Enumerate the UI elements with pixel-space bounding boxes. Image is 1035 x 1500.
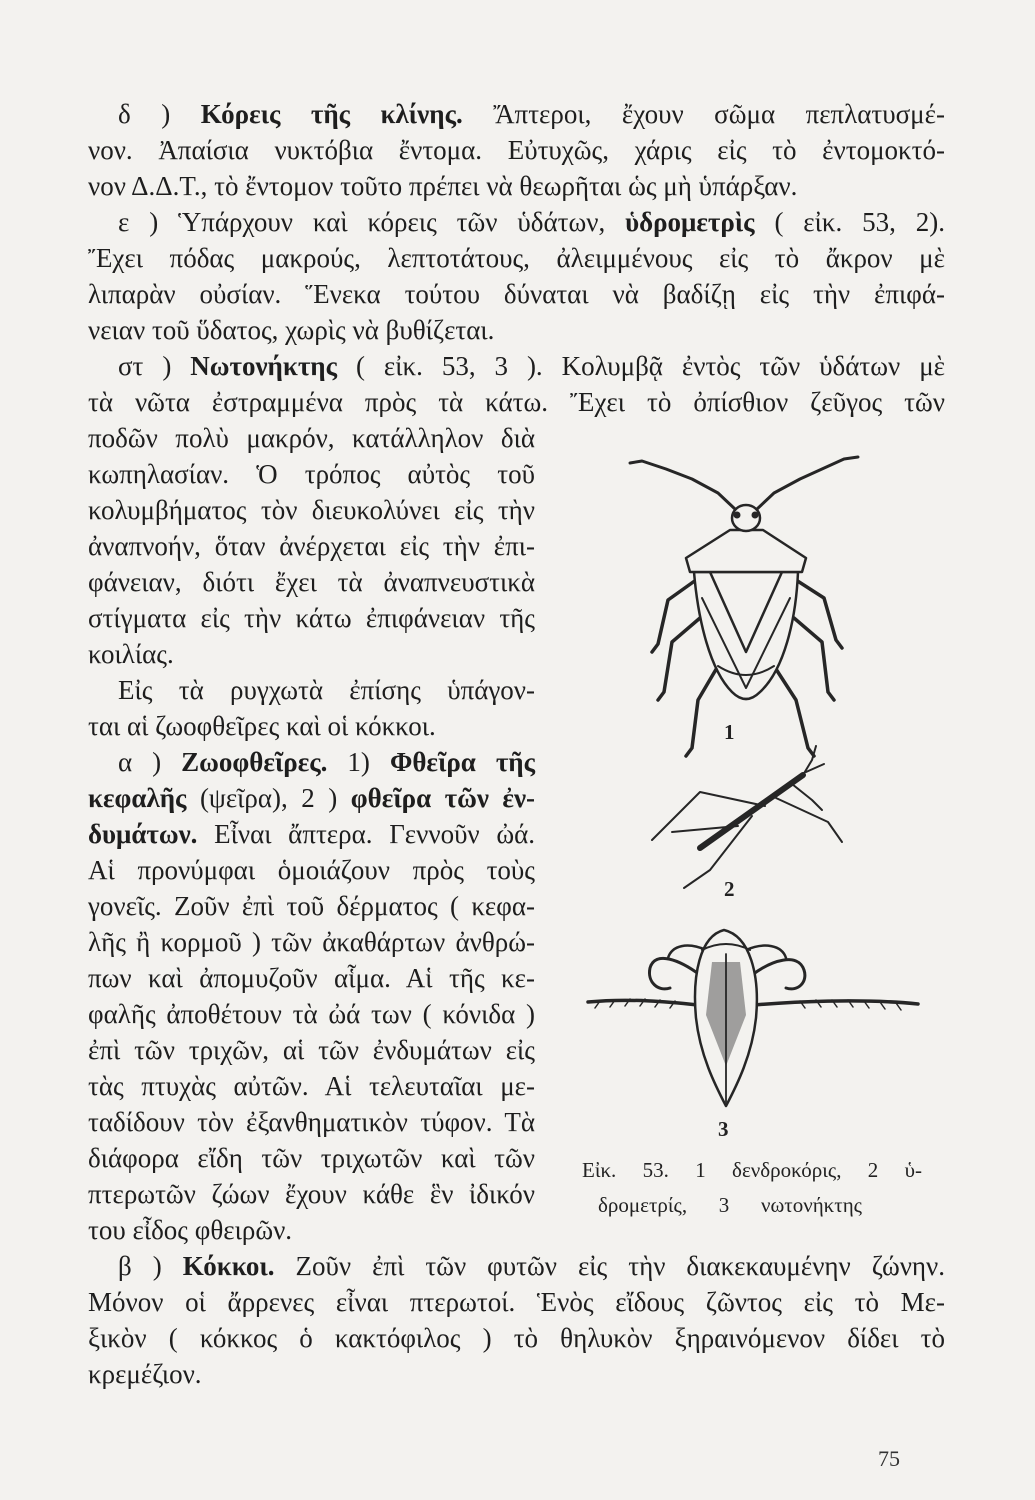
bold-term: δυμάτων. [88,819,198,849]
text-line [88,852,535,888]
text-line [88,1032,535,1068]
text-line [88,1248,945,1284]
backswimmer-middle-left-leg [650,958,700,989]
line-text: λῆς ἢ κορμοῦ ) τῶν ἀκαθάρτων ἀνθρώ- [88,927,535,957]
line-text: κωπηλασίαν. Ὁ τρόπος αὐτὸς τοῦ [88,459,535,489]
text-line [88,888,535,924]
text-line [88,1176,535,1212]
text-line [88,1212,535,1248]
line-text: Ἄπτεροι, ἔχουν σῶμα πεπλατυσμέ- [493,99,945,129]
bold-term: φθεῖρα τῶν ἐν- [350,783,535,813]
strider-hind-left-leg [684,816,752,888]
section-marker: α ) [118,747,162,777]
section-marker: ε ) [118,207,159,237]
text-line [88,276,945,312]
line-text: (ψεῖρα), 2 ) [199,783,338,813]
line-text: νον. Ἀπαίσια νυκτόβια ἔντομα. Εὐτυχῶς, χάρις εἰς τὸ ἐντομοκτό- [88,135,945,165]
line-text: Ἔχει πόδας μακρούς, λεπτοτάτους, ἀλειμμένους εἰς τὸ ἄκρον μὲ [88,243,945,273]
text-line [88,384,945,420]
line-text: κολυμβήματος τὸν διευκολύνει εἰς τὴν [88,495,535,525]
line-text: ξικὸν ( κόκκος ὁ κακτόφιλος ) τὸ θηλυκὸν ξηραινόμενον δίδει τὸ [88,1323,945,1353]
text-line [88,708,535,744]
line-text: ἐπὶ τῶν τριχῶν, αἱ τῶν ἐνδυμάτων εἰς [88,1035,535,1065]
line-text: ( εἰκ. 53, 3 ). Κολυμβᾷ ἐντὸς τῶν ὑδάτων μὲ [355,351,946,381]
text-line [88,960,535,996]
line-text: λιπαρὰν οὐσίαν. Ἕνεκα τούτου δύναται νὰ βαδίζῃ εἰς τὴν ἐπιφά- [88,279,945,309]
line-text: νον Δ.Δ.Τ., τὸ ἔντομον τοῦτο πρέπει νὰ θεωρῆται ὡς μὴ ὑπάρξαν. [88,171,798,201]
line-text: ται αἱ ζωοφθεῖρες καὶ οἱ κόκκοι. [88,711,436,741]
line-text: κρεμέζιον. [88,1359,202,1389]
line-text: ποδῶν πολὺ μακρόν, κατάλληλον διὰ [88,423,535,453]
line-text: Μόνον οἱ ἄρρενες εἶναι πτερωτοί. Ἑνὸς εἴδους ζῶντος εἰς τὸ Με- [88,1287,945,1317]
text-line [88,1104,535,1140]
figure-53-illustration [560,430,980,1150]
line-text: στίγματα εἰς τὴν κάτω ἐπιφάνειαν τῆς [88,603,535,633]
strider-right-leg [776,798,842,842]
text-line [88,564,535,600]
figure-label-2: 2 [724,877,735,901]
figure-reference: ( εἰκ. 53, 2). [774,207,945,237]
bold-term: Φθεῖρα τῆς [389,747,536,777]
text-line [88,204,945,240]
section-marker: β ) [118,1251,162,1281]
backswimmer-middle-right-leg [752,960,805,989]
figure-caption-line-1: Εἰκ. 53. 1 δενδροκόρις, 2 ὑ- [582,1158,922,1182]
line-text: ταδίδουν τὸν ἐξανθηματικὸν τύφον. Τὰ [88,1107,535,1137]
strider-body [700,775,803,848]
text-line [88,528,535,564]
line-text: Ζοῦν ἐπὶ τῶν φυτῶν εἰς τὴν διακεκαυμένην ζώνην. [295,1251,945,1281]
text-line [88,1320,945,1356]
line-text: Ὑπάρχουν καὶ κόρεις τῶν ὑδάτων, [178,207,606,237]
bug1-left-antenna [630,461,736,510]
section-marker: στ ) [118,351,172,381]
text-line [88,312,945,348]
text-line [88,1284,945,1320]
line-text: φάνειαν, διότι ἔχει τὰ ἀναπνευστικὰ [88,567,535,597]
text-line [88,168,945,204]
line-text: Εἶναι ἄπτερα. Γεννοῦν ὠά. [214,819,536,849]
section-marker: δ ) [118,99,171,129]
bug1-middle-left-leg [658,618,700,700]
bug1-hind-right-leg [774,666,814,756]
figure-1-tree-bug [630,457,858,756]
text-line [88,780,535,816]
text-line [88,1140,535,1176]
line-text: διάφορα εἴδη τῶν τριχωτῶν καὶ τῶν [88,1143,535,1173]
bug1-middle-right-leg [794,618,834,700]
bug1-right-eye [752,512,759,519]
line-text: γονεῖς. Ζοῦν ἐπὶ τοῦ δέρματος ( κεφα- [88,891,535,921]
text-line [88,636,535,672]
text-line [88,96,945,132]
bug1-hind-left-leg [686,666,718,756]
text-line [88,816,535,852]
section-heading: Κόκκοι. [182,1251,275,1281]
figure-3-backswimmer [588,930,918,1106]
section-heading: Ζωοφθεῖρες. [181,747,328,777]
line-text: τὰ νῶτα ἐστραμμένα πρὸς τὰ κάτω. Ἔχει τὸ ὀπίσθιον ζεῦγος τῶν [88,387,945,417]
text-line [88,996,535,1032]
text-line [88,672,535,708]
text-line [88,420,535,456]
figure-label-3: 3 [718,1117,729,1141]
bold-term: Νωτονήκτης [190,351,338,381]
line-text: νειαν τοῦ ὕδατος, χωρὶς νὰ βυθίζεται. [88,315,495,345]
bold-term: ὑδρομετρὶς [625,207,755,237]
text-line [88,1356,945,1392]
line-text: πων καὶ ἀπομυζοῦν αἷμα. Αἱ τῆς κε- [88,963,535,993]
text-line [88,600,535,636]
strider-front-leg [792,784,822,810]
section-heading: Κόρεις τῆς κλίνης. [200,99,463,129]
line-text: κοιλίας. [88,639,174,669]
figure-2-water-strider [652,746,842,888]
bold-term: κεφαλῆς [88,783,187,813]
backswimmer-front-right-leg [746,946,786,958]
line-text: πτερωτῶν ζώων ἔχουν κάθε ἓν ἰδικόν [88,1179,535,1209]
text-line [88,240,945,276]
page-number: 75 [878,1446,900,1471]
item-number: 1) [347,747,370,777]
text-line [88,456,535,492]
text-line [88,924,535,960]
line-text: ἀναπνοήν, ὅταν ἀνέρχεται εἰς τὴν ἐπι- [88,531,535,561]
line-text: τὰς πτυχὰς αὐτῶν. Αἱ τελευταῖαι με- [88,1071,535,1101]
line-text: φαλῆς ἀποθέτουν τὰ ὠά των ( κόνιδα ) [88,999,535,1029]
text-line [88,132,945,168]
bug1-right-antenna [756,457,858,510]
figure-caption-line-2: δρομετρίς, 3 νωτονήκτης [598,1193,862,1217]
bug1-left-eye [734,512,741,519]
line-text: Αἱ προνύμφαι ὁμοιάζουν πρὸς τοὺς [88,855,535,885]
figure-label-1: 1 [724,720,735,744]
text-line [88,744,535,780]
text-line [88,492,535,528]
bug1-pronotum [686,530,806,572]
line-text: Εἰς τὰ ρυγχωτὰ ἐπίσης ὑπάγον- [118,675,535,705]
text-line [88,1068,535,1104]
text-line [88,348,945,384]
line-text: του εἶδος φθειρῶν. [88,1215,293,1245]
